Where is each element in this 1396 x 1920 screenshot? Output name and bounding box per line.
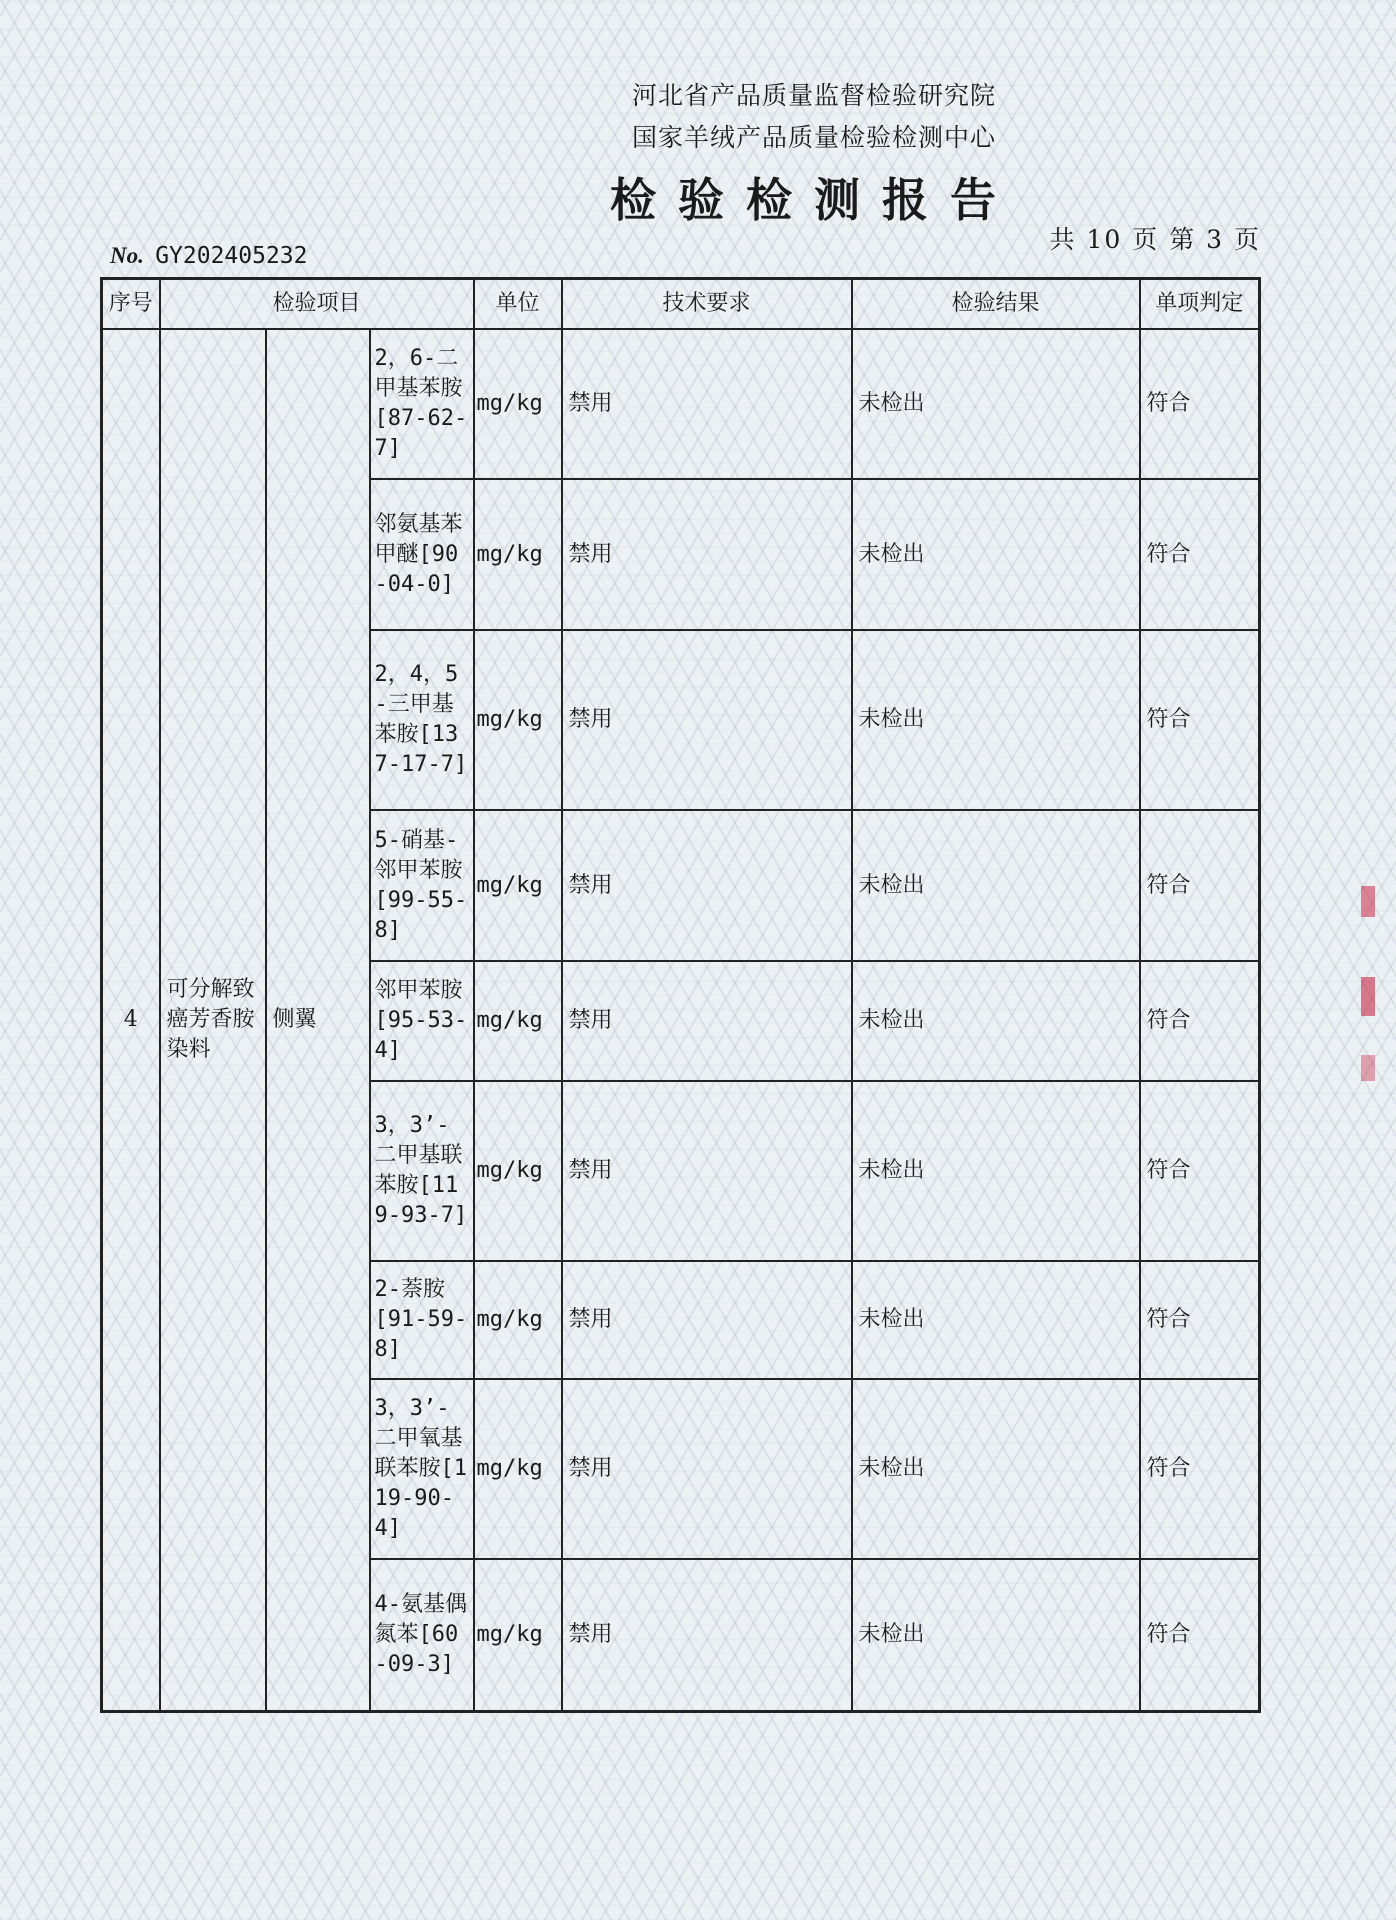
- seal-stamp-edge: [1361, 860, 1375, 1120]
- substance-cell: 5-硝基-邻甲苯胺[99-55-8]: [370, 810, 474, 961]
- requirement-cell: 禁用: [562, 810, 852, 961]
- substance-cell: 4-氨基偶氮苯[60-09-3]: [370, 1559, 474, 1711]
- unit-cell: mg/kg: [474, 329, 562, 479]
- requirement-cell: 禁用: [562, 1261, 852, 1379]
- header-item: 检验项目: [160, 279, 474, 330]
- judgment-cell: 符合: [1140, 1559, 1260, 1711]
- category-cell: 可分解致癌芳香胺染料: [160, 329, 266, 1711]
- header-result: 检验结果: [852, 279, 1140, 330]
- result-cell: 未检出: [852, 1261, 1140, 1379]
- judgment-cell: 符合: [1140, 1379, 1260, 1559]
- substance-cell: 2，4，5-三甲基苯胺[137-17-7]: [370, 630, 474, 810]
- substance-cell: 邻氨基苯甲醚[90-04-0]: [370, 479, 474, 630]
- header-judgment: 单项判定: [1140, 279, 1260, 330]
- page-info: 共 10 页 第 3 页: [1049, 225, 1261, 254]
- substance-cell: 2-萘胺[91-59-8]: [370, 1261, 474, 1379]
- requirement-cell: 禁用: [562, 1559, 852, 1711]
- result-cell: 未检出: [852, 961, 1140, 1081]
- requirement-cell: 禁用: [562, 630, 852, 810]
- judgment-cell: 符合: [1140, 1261, 1260, 1379]
- result-cell: 未检出: [852, 1081, 1140, 1261]
- judgment-cell: 符合: [1140, 810, 1260, 961]
- header-seq: 序号: [102, 279, 160, 330]
- result-cell: 未检出: [852, 630, 1140, 810]
- judgment-cell: 符合: [1140, 479, 1260, 630]
- substance-cell: 3，3’-二甲氧基联苯胺[119-90-4]: [370, 1379, 474, 1559]
- requirement-cell: 禁用: [562, 1379, 852, 1559]
- result-cell: 未检出: [852, 810, 1140, 961]
- unit-cell: mg/kg: [474, 630, 562, 810]
- result-cell: 未检出: [852, 1559, 1140, 1711]
- requirement-cell: 禁用: [562, 479, 852, 630]
- unit-cell: mg/kg: [474, 961, 562, 1081]
- part-cell: 侧翼: [266, 329, 370, 1711]
- unit-cell: mg/kg: [474, 810, 562, 961]
- seq-cell: 4: [102, 329, 160, 1711]
- judgment-cell: 符合: [1140, 329, 1260, 479]
- header-requirement: 技术要求: [562, 279, 852, 330]
- requirement-cell: 禁用: [562, 329, 852, 479]
- report-title: 检验检测报告: [610, 173, 1018, 227]
- judgment-cell: 符合: [1140, 630, 1260, 810]
- header-unit: 单位: [474, 279, 562, 330]
- substance-cell: 3，3’-二甲基联苯胺[119-93-7]: [370, 1081, 474, 1261]
- report-number-value: GY202405232: [155, 243, 308, 269]
- unit-cell: mg/kg: [474, 479, 562, 630]
- unit-cell: mg/kg: [474, 1559, 562, 1711]
- report-number-label: No.: [110, 243, 144, 268]
- requirement-cell: 禁用: [562, 1081, 852, 1261]
- substance-cell: 邻甲苯胺[95-53-4]: [370, 961, 474, 1081]
- org-name-line1: 河北省产品质量监督检验研究院: [631, 81, 996, 110]
- judgment-cell: 符合: [1140, 1081, 1260, 1261]
- unit-cell: mg/kg: [474, 1379, 562, 1559]
- org-name-line2: 国家羊绒产品质量检验检测中心: [631, 123, 996, 152]
- unit-cell: mg/kg: [474, 1081, 562, 1261]
- report-number: [110, 243, 308, 269]
- unit-cell: mg/kg: [474, 1261, 562, 1379]
- result-cell: 未检出: [852, 479, 1140, 630]
- result-cell: 未检出: [852, 329, 1140, 479]
- table-header-row: [102, 279, 1260, 330]
- judgment-cell: 符合: [1140, 961, 1260, 1081]
- result-cell: 未检出: [852, 1379, 1140, 1559]
- inspection-table: [100, 277, 1261, 1713]
- table-row: [102, 329, 1260, 479]
- requirement-cell: 禁用: [562, 961, 852, 1081]
- substance-cell: 2，6-二甲基苯胺[87-62-7]: [370, 329, 474, 479]
